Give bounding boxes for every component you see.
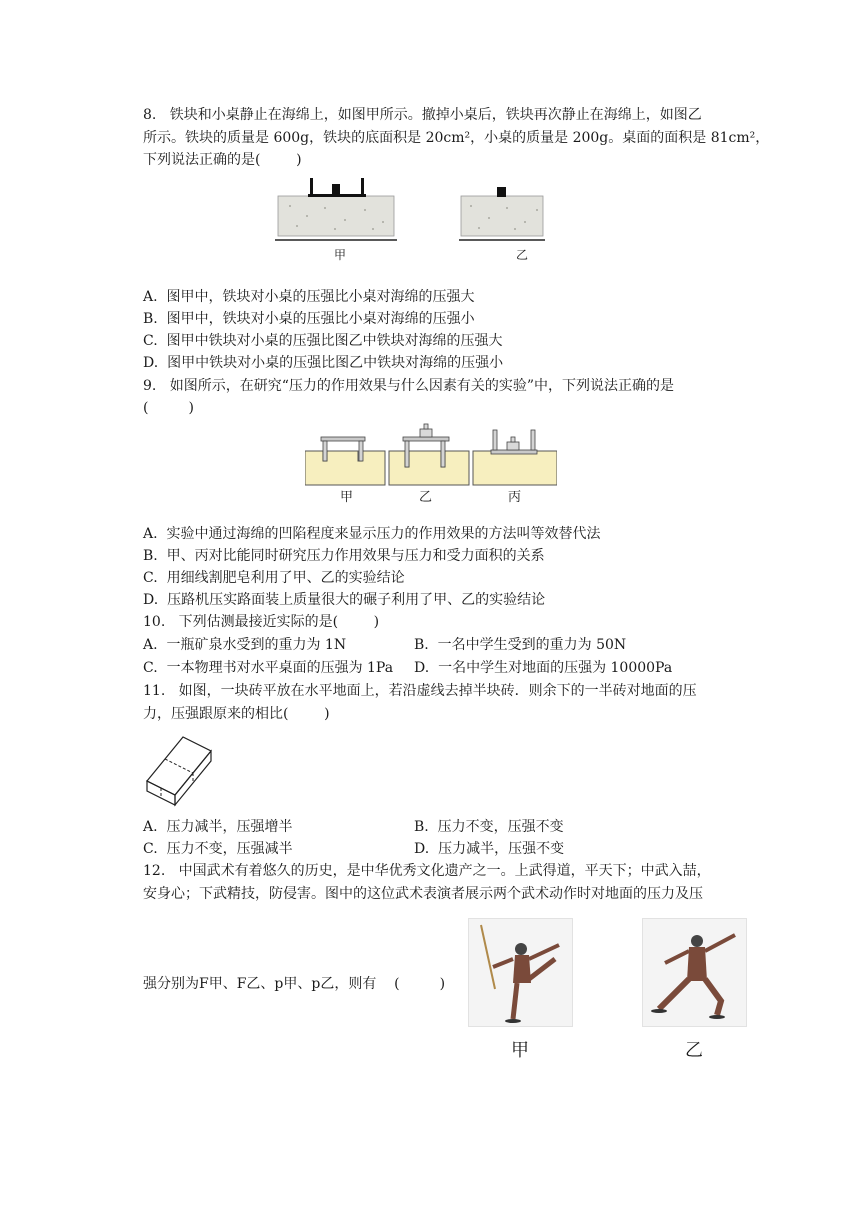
q11-option-b: B. 压力不变，压强不变	[414, 819, 564, 835]
q8-stem-line1: 8. 铁块和小桌静止在海绵上，如图甲所示。撤掉小桌后，铁块再次静止在海绵上，如图乙	[143, 107, 702, 123]
q12-stem-line3: 强分别为F甲、F乙、p甲、p乙，则有 ( )	[143, 976, 446, 992]
q8-fig-yi	[459, 187, 545, 240]
q8-stem-line3: 下列说法正确的是( )	[143, 152, 302, 168]
q8-option-b: B. 图甲中，铁块对小桌的压强比小桌对海绵的压强小	[143, 311, 475, 327]
q12-stem-line2: 安身心；下武精技，防侵害。图中的这位武术表演者展示两个武术动作时对地面的压力及压	[143, 886, 703, 902]
q8-option-c: C. 图甲中铁块对小桌的压强比图乙中铁块对海绵的压强大	[143, 333, 503, 349]
q9-figure-sponge-experiments	[305, 423, 557, 487]
q8-option-a: A. 图甲中，铁块对小桌的压强比小桌对海绵的压强大	[143, 289, 475, 305]
q12-fig-label-yi: 乙	[685, 1040, 703, 1061]
q8-fig-label-jia: 甲	[334, 248, 347, 262]
martial-artist-pose-jia-icon	[469, 919, 572, 1026]
q8-fig-jia	[275, 178, 397, 240]
q9-option-d: D. 压路机压实路面装上质量很大的碾子利用了甲、乙的实验结论	[143, 592, 546, 608]
q9-fig-yi	[389, 424, 469, 485]
q12-fig-label-jia: 甲	[511, 1040, 529, 1061]
q10-option-c: C. 一本物理书对水平桌面的压强为 1Pa	[143, 660, 394, 676]
q11-option-d: D. 压力减半，压强不变	[414, 841, 565, 857]
q8-option-d: D. 图甲中铁块对小桌的压强比图乙中铁块对海绵的压强小	[143, 355, 504, 371]
q10-option-d: D. 一名中学生对地面的压强为 10000Pa	[414, 660, 673, 676]
q11-stem-line1: 11. 如图，一块砖平放在水平地面上，若沿虚线去掉半块砖．则余下的一半砖对地面的压	[143, 683, 697, 699]
q10-option-b: B. 一名中学生受到的重力为 50N	[414, 637, 627, 653]
q8-stem-line2: 所示。铁块的质量是 600g，铁块的底面积是 20cm²，小桌的质量是 200g。桌面的面积是 81cm²，	[143, 130, 770, 146]
q9-option-a: A. 实验中通过海绵的凹陷程度来显示压力的作用效果的方法叫等效替代法	[143, 526, 601, 542]
q9-fig-label-yi: 乙	[419, 490, 433, 505]
q11-figure-brick	[143, 733, 215, 807]
q12-photo-jia	[468, 918, 573, 1027]
q11-option-c: C. 压力不变，压强减半	[143, 841, 293, 857]
q10-option-a: A. 一瓶矿泉水受到的重力为 1N	[143, 637, 347, 653]
q9-option-c: C. 用细线割肥皂利用了甲、乙的实验结论	[143, 570, 405, 586]
q9-stem-line2: ( )	[143, 400, 194, 416]
q11-stem-line2: 力，压强跟原来的相比( )	[143, 706, 330, 722]
q8-fig-label-yi: 乙	[516, 248, 529, 262]
martial-artist-pose-yi-icon	[643, 919, 746, 1026]
q12-stem-line1: 12. 中国武术有着悠久的历史，是中华优秀文化遗产之一。上武得道，平天下；中武入喆，	[143, 863, 711, 879]
q9-fig-label-jia: 甲	[340, 490, 354, 505]
q10-stem: 10. 下列估测最接近实际的是( )	[143, 614, 380, 630]
q12-photo-yi	[642, 918, 747, 1027]
q9-stem-line1: 9. 如图所示，在研究“压力的作用效果与什么因素有关的实验”中，下列说法正确的是	[143, 378, 675, 394]
q9-fig-label-bing: 丙	[508, 490, 522, 505]
q11-option-a: A. 压力减半，压强增半	[143, 819, 293, 835]
q9-option-b: B. 甲、丙对比能同时研究压力作用效果与压力和受力面积的关系	[143, 548, 545, 564]
q8-figure-sponge-table	[275, 172, 545, 267]
q9-fig-jia	[305, 437, 385, 485]
q9-fig-bing	[473, 430, 557, 485]
